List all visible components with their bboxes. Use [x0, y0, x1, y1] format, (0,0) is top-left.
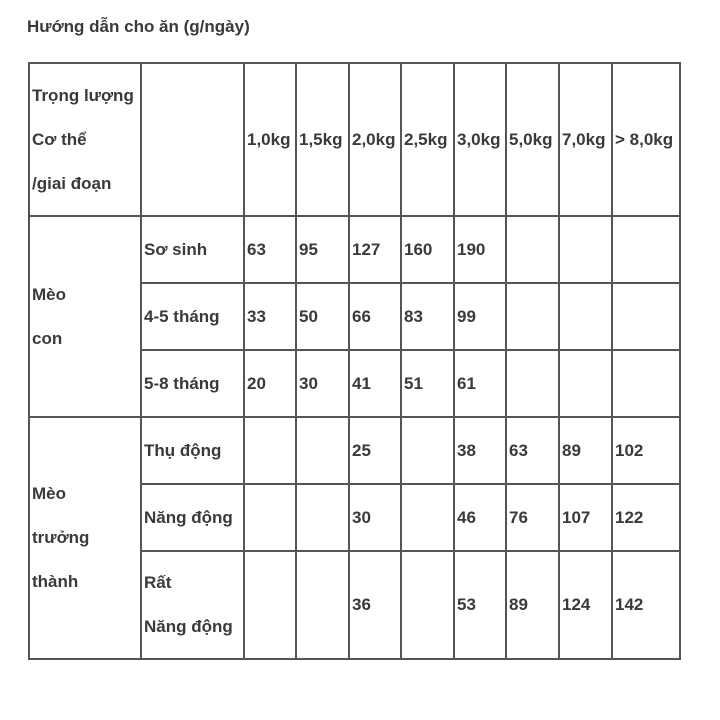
value-cell [401, 417, 454, 484]
stage-cell: Thụ động [141, 417, 244, 484]
stage-cell: 5-8 tháng [141, 350, 244, 417]
header-corner-cell [29, 63, 141, 216]
group-label-line: thành [32, 572, 79, 591]
header-empty-cell [141, 63, 244, 216]
stage-cell [141, 551, 244, 659]
header-row [29, 63, 680, 216]
value-cell [559, 350, 612, 417]
value-cell [612, 216, 680, 283]
value-cell: 124 [559, 551, 612, 659]
value-cell: 33 [244, 283, 296, 350]
value-cell [244, 417, 296, 484]
value-cell: 66 [349, 283, 401, 350]
value-cell: 142 [612, 551, 680, 659]
value-cell: 61 [454, 350, 506, 417]
value-cell [296, 484, 349, 551]
group-label-line: con [32, 328, 63, 348]
value-cell: 107 [559, 484, 612, 551]
value-cell: 25 [349, 417, 401, 484]
value-cell [244, 551, 296, 659]
page-title: Hướng dẫn cho ăn (g/ngày) [27, 17, 250, 36]
value-cell: 122 [612, 484, 680, 551]
value-cell [559, 216, 612, 283]
group-label-cell [29, 216, 141, 417]
value-cell: 89 [506, 551, 559, 659]
value-cell: 102 [612, 417, 680, 484]
table-row [29, 417, 680, 484]
value-cell: 95 [296, 216, 349, 283]
stage-cell: 4-5 tháng [141, 283, 244, 350]
value-cell: 83 [401, 283, 454, 350]
value-cell: 51 [401, 350, 454, 417]
group-label-line: Mèo [32, 484, 66, 503]
value-cell: 63 [244, 216, 296, 283]
value-cell: 36 [349, 551, 401, 659]
value-cell [296, 551, 349, 659]
value-cell [506, 216, 559, 283]
value-cell: 46 [454, 484, 506, 551]
weight-header: 2,5kg [401, 63, 454, 216]
value-cell [559, 283, 612, 350]
weight-header: 3,0kg [454, 63, 506, 216]
stage-cell: Sơ sinh [141, 216, 244, 283]
header-corner-line: Cơ thể [32, 129, 87, 149]
value-cell: 63 [506, 417, 559, 484]
stage-cell: Năng động [141, 484, 244, 551]
weight-header: 1,0kg [244, 63, 296, 216]
value-cell: 89 [559, 417, 612, 484]
group-label-line: Mèo [32, 284, 66, 304]
value-cell: 127 [349, 216, 401, 283]
table-row [29, 216, 680, 283]
weight-header: 5,0kg [506, 63, 559, 216]
value-cell [401, 484, 454, 551]
value-cell: 76 [506, 484, 559, 551]
weight-header: 2,0kg [349, 63, 401, 216]
value-cell: 20 [244, 350, 296, 417]
value-cell [401, 551, 454, 659]
group-label-cell [29, 417, 141, 659]
value-cell [506, 283, 559, 350]
value-cell: 99 [454, 283, 506, 350]
value-cell: 190 [454, 216, 506, 283]
stage-line: Năng động [144, 617, 233, 636]
value-cell [612, 283, 680, 350]
value-cell: 30 [296, 350, 349, 417]
value-cell: 41 [349, 350, 401, 417]
value-cell [296, 417, 349, 484]
group-label-line: trưởng [32, 528, 90, 547]
value-cell: 30 [349, 484, 401, 551]
weight-header: 1,5kg [296, 63, 349, 216]
value-cell: 50 [296, 283, 349, 350]
header-corner-line: /giai đoạn [32, 173, 112, 193]
value-cell [244, 484, 296, 551]
weight-header: > 8,0kg [612, 63, 680, 216]
value-cell: 38 [454, 417, 506, 484]
value-cell [506, 350, 559, 417]
value-cell: 160 [401, 216, 454, 283]
value-cell [612, 350, 680, 417]
stage-line: Rất [144, 573, 172, 592]
header-corner-line: Trọng lượng [32, 85, 134, 105]
value-cell: 53 [454, 551, 506, 659]
weight-header: 7,0kg [559, 63, 612, 216]
feeding-table [28, 62, 681, 660]
